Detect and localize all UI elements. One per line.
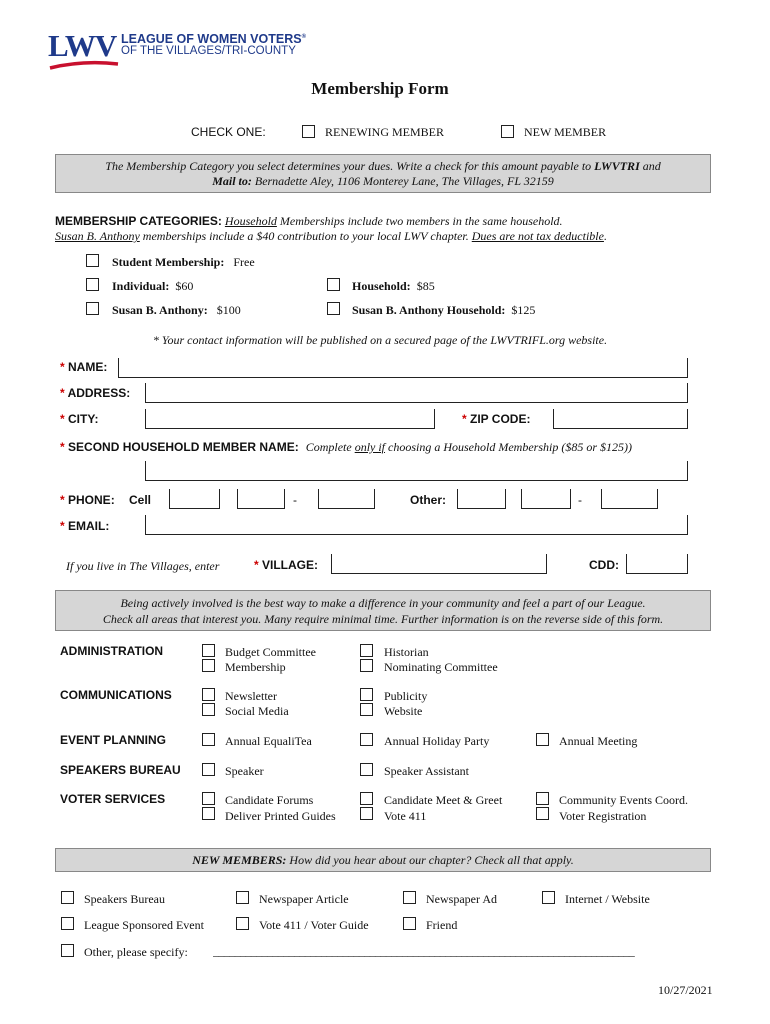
contact-note: * Your contact information will be published on a secured page of the LWVTRIFL.org website.: [152, 333, 608, 347]
budget-committee-label: Budget Committee: [225, 645, 316, 659]
vote-411-checkbox[interactable]: [360, 807, 373, 820]
event-planning-label: EVENT PLANNING: [60, 733, 167, 747]
other-prefix-field[interactable]: [521, 489, 571, 509]
historian-checkbox[interactable]: [360, 644, 373, 657]
new-member-checkbox[interactable]: [501, 125, 514, 138]
speakers-bureau-label: SPEAKERS BUREAU: [60, 763, 181, 777]
individual-label: Individual: $60: [112, 279, 194, 293]
deliver-printed-guides-checkbox[interactable]: [202, 807, 215, 820]
administration-label: ADMINISTRATION: [60, 644, 164, 658]
candidate-meet-greet-checkbox[interactable]: [360, 792, 373, 805]
second-member-field[interactable]: [145, 461, 688, 481]
newsletter-checkbox[interactable]: [202, 688, 215, 701]
cdd-label: CDD:: [589, 558, 619, 572]
sba-label: Susan B. Anthony: $100: [112, 303, 241, 317]
budget-committee-checkbox[interactable]: [202, 644, 215, 657]
student-membership-checkbox[interactable]: [86, 254, 99, 267]
voter-services-label: VOTER SERVICES: [60, 792, 166, 806]
website-label: Website: [384, 704, 423, 718]
village-label: * VILLAGE:: [254, 558, 319, 572]
other-dash: -: [578, 493, 582, 507]
candidate-forums-checkbox[interactable]: [202, 792, 215, 805]
annual-meeting-checkbox[interactable]: [536, 733, 549, 746]
annual-meeting-label: Annual Meeting: [559, 734, 638, 748]
logo-line2: OF THE VILLAGES/TRI-COUNTY: [121, 45, 296, 57]
publicity-checkbox[interactable]: [360, 688, 373, 701]
website-checkbox[interactable]: [360, 703, 373, 716]
city-label: * CITY:: [60, 412, 99, 426]
household-label: Household: $85: [352, 279, 435, 293]
voter-registration-label: Voter Registration: [559, 809, 647, 823]
league-sponsored-event-checkbox[interactable]: [61, 917, 74, 930]
nominating-committee-label: Nominating Committee: [384, 660, 498, 674]
nominating-committee-checkbox[interactable]: [360, 659, 373, 672]
friend-label: Friend: [426, 918, 458, 932]
cell-dash: -: [293, 493, 297, 507]
email-label: * EMAIL:: [60, 519, 110, 533]
cell-line-field[interactable]: [318, 489, 375, 509]
deliver-printed-guides-label: Deliver Printed Guides: [225, 809, 336, 823]
renewing-member-checkbox[interactable]: [302, 125, 315, 138]
villages-note: If you live in The Villages, enter: [66, 559, 220, 573]
candidate-forums-label: Candidate Forums: [225, 793, 314, 807]
form-date: 10/27/2021: [658, 983, 713, 997]
dues-info-box: The Membership Category you select determines your dues. Write a check for this amount payable to LWVTRI and Mail to: Bernadette Aley, 1106 Monterey Lane, The Villages, FL 32159: [55, 154, 711, 193]
other-source-checkbox[interactable]: [61, 944, 74, 957]
other-area-code-field[interactable]: [457, 489, 506, 509]
cell-prefix-field[interactable]: [237, 489, 285, 509]
internet-website-checkbox[interactable]: [542, 891, 555, 904]
speaker-label: Speaker: [225, 764, 264, 778]
other-specify-line[interactable]: ______________________________________________________________________________: [213, 944, 635, 958]
newsletter-label: Newsletter: [225, 689, 277, 703]
second-member-label: * SECOND HOUSEHOLD MEMBER NAME: Complete only if choosing a Household Membership ($85 or $125)): [60, 440, 632, 454]
newspaper-article-checkbox[interactable]: [236, 891, 249, 904]
speakers-bureau-source-label: Speakers Bureau: [84, 892, 165, 906]
speaker-assistant-label: Speaker Assistant: [384, 764, 469, 778]
community-events-coord-label: Community Events Coord.: [559, 793, 688, 807]
speaker-checkbox[interactable]: [202, 763, 215, 776]
social-media-label: Social Media: [225, 704, 289, 718]
annual-equalitea-checkbox[interactable]: [202, 733, 215, 746]
zip-label: * ZIP CODE:: [462, 412, 531, 426]
newspaper-ad-label: Newspaper Ad: [426, 892, 497, 906]
page-title: Membership Form: [311, 79, 449, 98]
email-field[interactable]: [145, 515, 688, 535]
student-membership-label: Student Membership: Free: [112, 255, 255, 269]
zip-field[interactable]: [553, 409, 688, 429]
candidate-meet-greet-label: Candidate Meet & Greet: [384, 793, 503, 807]
league-sponsored-event-label: League Sponsored Event: [84, 918, 204, 932]
involvement-info-box: Being actively involved is the best way to make a difference in your community and feel a part of our League. Check all areas that interest you. Many require minimal time. Further information is on the reverse side of this form.: [55, 590, 711, 631]
membership-checkbox[interactable]: [202, 659, 215, 672]
new-member-label: NEW MEMBER: [524, 125, 607, 139]
logo: [48, 28, 308, 73]
annual-holiday-party-label: Annual Holiday Party: [384, 734, 490, 748]
internet-website-label: Internet / Website: [565, 892, 650, 906]
annual-holiday-party-checkbox[interactable]: [360, 733, 373, 746]
address-field[interactable]: [145, 383, 688, 403]
other-line-field[interactable]: [601, 489, 658, 509]
cdd-field[interactable]: [626, 554, 688, 574]
categories-line1: MEMBERSHIP CATEGORIES: Household Memberships include two members in the same household.: [55, 214, 563, 228]
community-events-coord-checkbox[interactable]: [536, 792, 549, 805]
annual-equalitea-label: Annual EqualiTea: [225, 734, 312, 748]
household-checkbox[interactable]: [327, 278, 340, 291]
cell-label: Cell: [129, 493, 152, 507]
newspaper-ad-checkbox[interactable]: [403, 891, 416, 904]
vote-411-voter-guide-label: Vote 411 / Voter Guide: [259, 918, 369, 932]
sba-household-checkbox[interactable]: [327, 302, 340, 315]
new-members-box: NEW MEMBERS: How did you hear about our chapter? Check all that apply.: [55, 848, 711, 872]
name-field[interactable]: [118, 358, 688, 378]
vote-411-label: Vote 411: [384, 809, 427, 823]
village-field[interactable]: [331, 554, 547, 574]
name-label: * NAME:: [60, 360, 108, 374]
sba-checkbox[interactable]: [86, 302, 99, 315]
individual-checkbox[interactable]: [86, 278, 99, 291]
friend-checkbox[interactable]: [403, 917, 416, 930]
renewing-member-label: RENEWING MEMBER: [325, 125, 444, 139]
historian-label: Historian: [384, 645, 429, 659]
city-field[interactable]: [145, 409, 435, 429]
logo-swoosh-icon: [48, 58, 120, 72]
membership-label: Membership: [225, 660, 286, 674]
publicity-label: Publicity: [384, 689, 428, 703]
communications-label: COMMUNICATIONS: [60, 688, 172, 702]
check-one-label: CHECK ONE:: [191, 125, 266, 139]
speaker-assistant-checkbox[interactable]: [360, 763, 373, 776]
logo-line1: LEAGUE OF WOMEN VOTERS®: [121, 32, 306, 46]
logo-mark: LWV: [48, 28, 117, 63]
address-label: * ADDRESS:: [60, 386, 131, 400]
other-source-label: Other, please specify:: [84, 945, 188, 959]
speakers-bureau-source-checkbox[interactable]: [61, 891, 74, 904]
categories-line2: Susan B. Anthony memberships include a $40 contribution to your local LWV chapter. Dues are not tax deductible.: [55, 229, 607, 243]
cell-area-code-field[interactable]: [169, 489, 220, 509]
vote-411-voter-guide-checkbox[interactable]: [236, 917, 249, 930]
sba-household-label: Susan B. Anthony Household: $125: [352, 303, 536, 317]
social-media-checkbox[interactable]: [202, 703, 215, 716]
other-phone-label: Other:: [410, 493, 446, 507]
newspaper-article-label: Newspaper Article: [259, 892, 349, 906]
phone-label: * PHONE:: [60, 493, 115, 507]
voter-registration-checkbox[interactable]: [536, 807, 549, 820]
